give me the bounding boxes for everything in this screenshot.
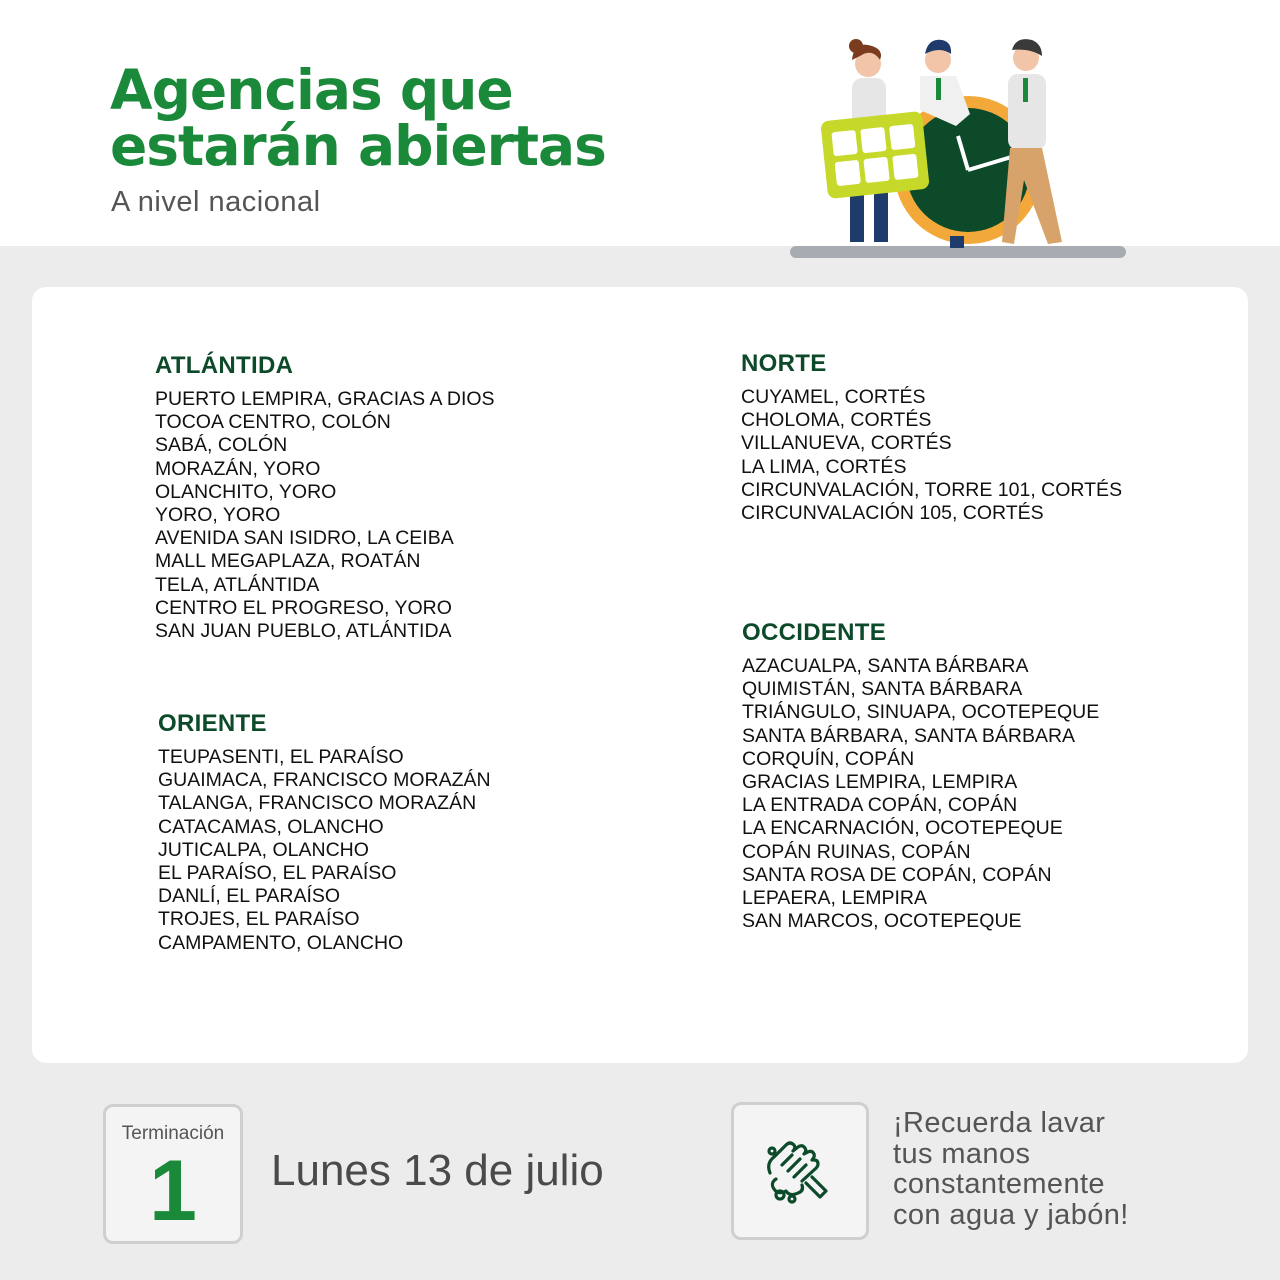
agency-list-occidente [742, 655, 1099, 933]
reminder-line-1: ¡Recuerda lavar [893, 1107, 1106, 1139]
reminder-line-2: tus manos [893, 1137, 1031, 1170]
list-item: VILLANUEVA, CORTÉS [741, 432, 952, 455]
page-title [110, 58, 606, 178]
agencies-card [32, 287, 1248, 1063]
list-item: CIRCUNVALACIÓN 105, CORTÉS [741, 502, 1044, 525]
list-item: COPÁN RUINAS, COPÁN [742, 840, 971, 863]
list-item: SAN MARCOS, OCOTEPEQUE [742, 910, 1022, 933]
list-item: LEPAERA, LEMPIRA [742, 887, 927, 910]
header [0, 0, 1280, 246]
list-item: SANTA BÁRBARA, SANTA BÁRBARA [742, 724, 1076, 747]
people-calendar-clock-illustration [780, 30, 1140, 270]
reminder-line-4: con agua y jabón! [893, 1198, 1129, 1231]
list-item: MALL MEGAPLAZA, ROATÁN [155, 550, 421, 573]
list-item: DANLÍ, EL PARAÍSO [158, 885, 341, 908]
page-subtitle: A nivel nacional [111, 186, 321, 218]
list-item: CIRCUNVALACIÓN, TORRE 101, CORTÉS [741, 478, 1123, 501]
region-atlantida [155, 352, 495, 643]
list-item: MORAZÁN, YORO [155, 457, 321, 480]
list-item: SABÁ, COLÓN [155, 434, 288, 457]
list-item: EL PARAÍSO, EL PARAÍSO [158, 862, 397, 885]
region-heading-norte: NORTE [741, 350, 827, 377]
list-item: TELA, ATLÁNTIDA [155, 573, 320, 596]
hand-washing-reminder [893, 1108, 1129, 1230]
region-heading-oriente: ORIENTE [158, 710, 267, 737]
list-item: TOCOA CENTRO, COLÓN [155, 411, 391, 434]
agency-list-norte [741, 386, 1122, 525]
list-item: CORQUÍN, COPÁN [742, 747, 915, 770]
list-item: OLANCHITO, YORO [155, 480, 337, 503]
list-item: GUAIMACA, FRANCISCO MORAZÁN [158, 769, 491, 792]
termination-box [103, 1104, 243, 1244]
termination-number: 1 [149, 1143, 197, 1239]
region-oriente [158, 710, 491, 955]
title-line-2: estarán abiertas [110, 114, 606, 178]
reminder-line-3: constantemente [893, 1168, 1105, 1200]
list-item: CHOLOMA, CORTÉS [741, 409, 932, 432]
schedule-date: Lunes 13 de julio [271, 1146, 604, 1195]
list-item: QUIMISTÁN, SANTA BÁRBARA [742, 678, 1023, 701]
list-item: TROJES, EL PARAÍSO [158, 908, 360, 931]
list-item: CENTRO EL PROGRESO, YORO [155, 596, 452, 619]
hand-washing-box [731, 1102, 869, 1240]
list-item: SANTA ROSA DE COPÁN, COPÁN [742, 863, 1052, 886]
list-item: PUERTO LEMPIRA, GRACIAS A DIOS [155, 388, 495, 410]
list-item: AZACUALPA, SANTA BÁRBARA [742, 655, 1029, 677]
list-item: TEUPASENTI, EL PARAÍSO [158, 746, 404, 768]
list-item: TALANGA, FRANCISCO MORAZÁN [158, 792, 477, 815]
list-item: LA ENTRADA COPÁN, COPÁN [742, 794, 1018, 817]
region-occidente [742, 619, 1099, 933]
title-line-1: Agencias que [110, 58, 513, 122]
list-item: CATACAMAS, OLANCHO [158, 815, 384, 838]
region-heading-atlantida: ATLÁNTIDA [155, 352, 294, 379]
region-norte [741, 350, 1122, 525]
list-item: LA ENCARNACIÓN, OCOTEPEQUE [742, 817, 1063, 840]
agency-list-oriente [158, 746, 491, 955]
agency-list-atlantida [155, 388, 495, 643]
list-item: JUTICALPA, OLANCHO [158, 838, 369, 861]
hand-washing-icon [762, 1133, 838, 1209]
list-item: CUYAMEL, CORTÉS [741, 386, 926, 408]
list-item: GRACIAS LEMPIRA, LEMPIRA [742, 771, 1018, 794]
region-heading-occidente: OCCIDENTE [742, 619, 887, 646]
list-item: LA LIMA, CORTÉS [741, 455, 907, 478]
list-item: AVENIDA SAN ISIDRO, LA CEIBA [155, 527, 454, 550]
list-item: SAN JUAN PUEBLO, ATLÁNTIDA [155, 620, 452, 643]
list-item: YORO, YORO [155, 504, 281, 527]
list-item: TRIÁNGULO, SINUAPA, OCOTEPEQUE [742, 701, 1100, 724]
termination-label: Terminación [121, 1123, 225, 1144]
list-item: CAMPAMENTO, OLANCHO [158, 931, 404, 954]
